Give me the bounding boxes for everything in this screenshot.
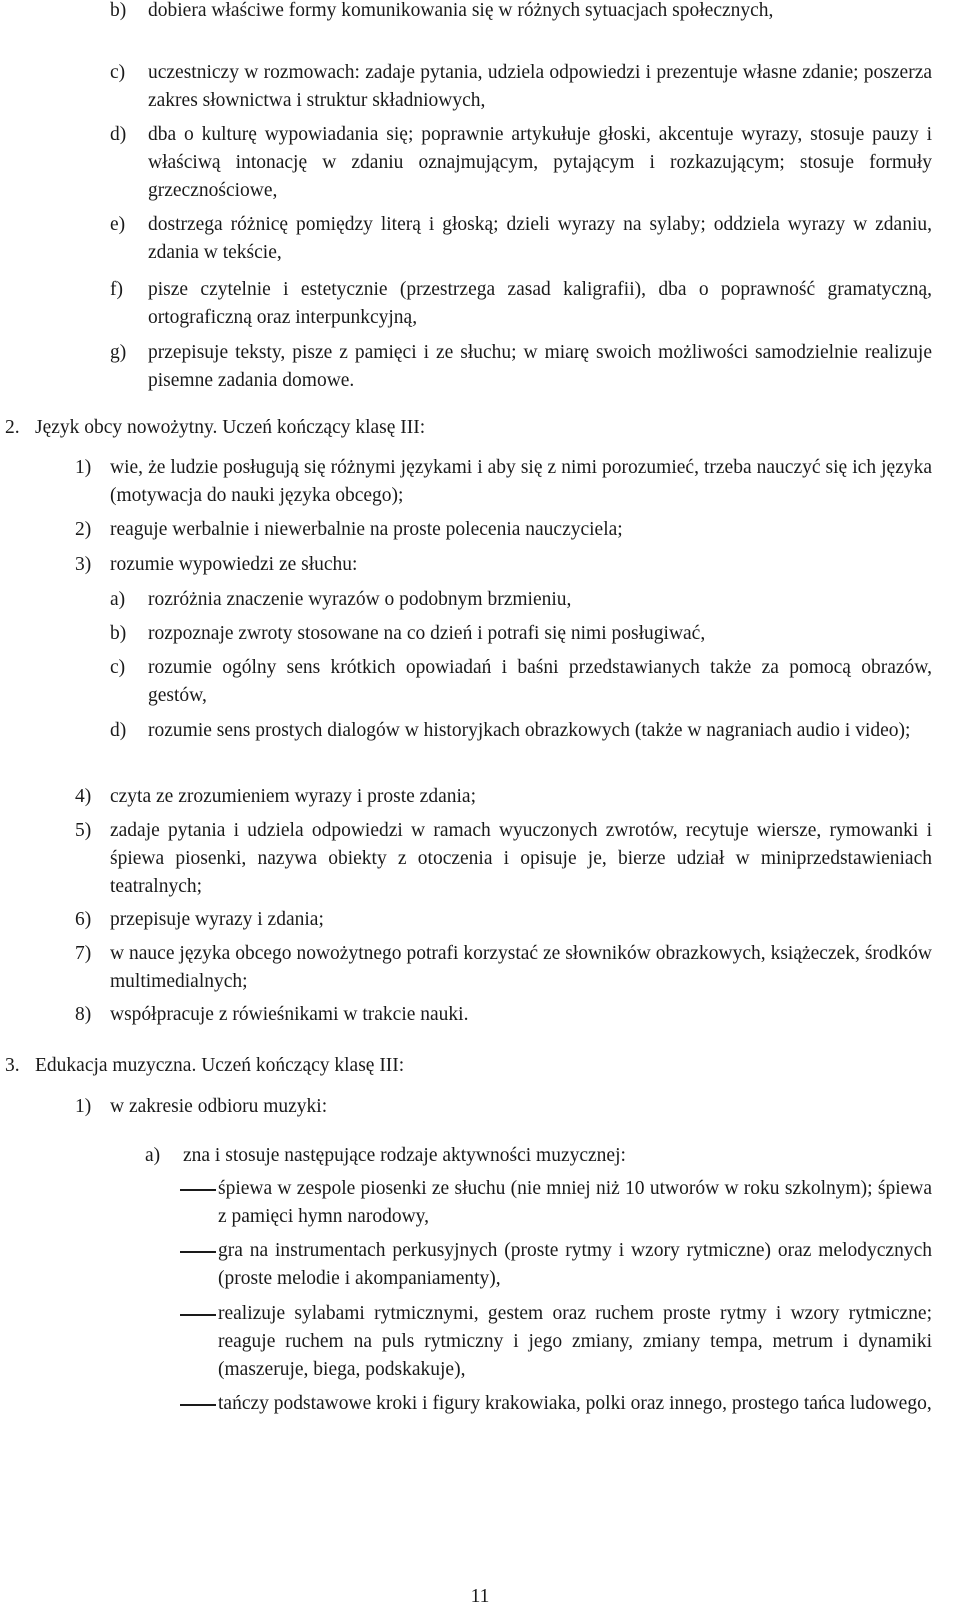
item-label: 6) bbox=[75, 909, 92, 930]
list-item bbox=[110, 121, 932, 205]
bullet-text: gra na instrumentach perkusyjnych (proste rytmy i wzory rytmiczne) oraz melodycznych (proste melodie i akompaniamenty), bbox=[218, 1240, 932, 1289]
item-text: reaguje werbalnie i niewerbalnie na proste polecenia nauczyciela; bbox=[110, 519, 623, 540]
dash-bullet bbox=[180, 1189, 216, 1191]
bullet-item bbox=[180, 1237, 932, 1293]
bullet-text: śpiewa w zespole piosenki ze słuchu (nie mniej niż 10 utworów w roku szkolnym); śpiewa z pamięci hymn narodowy, bbox=[218, 1178, 932, 1227]
section-number: 3. bbox=[5, 1055, 20, 1076]
bullet-text: tańczy podstawowe kroki i figury krakowiaka, polki oraz innego, prostego tańca ludowego, bbox=[218, 1393, 932, 1414]
dash-bullet bbox=[180, 1251, 216, 1253]
item-text: w nauce języka obcego nowożytnego potrafi korzystać ze słowników obrazkowych, książeczek, środków multimedialnych; bbox=[110, 943, 932, 992]
bullet-item bbox=[180, 1390, 932, 1418]
list-item bbox=[75, 1001, 932, 1029]
list-item bbox=[75, 454, 932, 510]
item-label: e) bbox=[110, 214, 126, 235]
list-item bbox=[75, 940, 932, 996]
dash-bullet bbox=[180, 1404, 216, 1406]
item-label: b) bbox=[110, 0, 127, 21]
item-text: uczestniczy w rozmowach: zadaje pytania, udziela odpowiedzi i prezentuje własne zdanie; poszerza zakres słownictwa i struktur składniowych, bbox=[148, 62, 932, 111]
item-text: zna i stosuje następujące rodzaje aktywności muzycznej: bbox=[183, 1145, 626, 1166]
section-title: Edukacja muzyczna. Uczeń kończący klasę III: bbox=[35, 1055, 405, 1076]
list-item bbox=[75, 783, 932, 811]
item-label: 8) bbox=[75, 1004, 92, 1025]
bullet-text: realizuje sylabami rytmicznymi, gestem oraz ruchem proste rytmy i wzory rytmiczne; reaguje ruchem na puls rytmiczny i jego zmiany, zmiany tempa, metrum i dynamiki (maszeruje, biega, podskakuje), bbox=[218, 1303, 932, 1380]
item-label: 2) bbox=[75, 519, 92, 540]
item-label: g) bbox=[110, 342, 127, 363]
list-item bbox=[75, 516, 932, 544]
sub-list-item bbox=[110, 586, 932, 614]
item-text: czyta ze zrozumieniem wyrazy i proste zdania; bbox=[110, 786, 476, 807]
item-label: 5) bbox=[75, 820, 92, 841]
page-number: 11 bbox=[470, 1586, 490, 1607]
item-text: rozumie sens prostych dialogów w historyjkach obrazkowych (także w nagraniach audio i video); bbox=[148, 720, 911, 741]
list-item bbox=[110, 211, 932, 267]
item-text: rozumie ogólny sens krótkich opowiadań i baśni przedstawianych także za pomocą obrazów, gestów, bbox=[148, 657, 932, 706]
item-label: f) bbox=[110, 279, 123, 300]
item-label: a) bbox=[110, 589, 126, 610]
item-text: w zakresie odbioru muzyki: bbox=[110, 1096, 328, 1117]
section-heading bbox=[5, 414, 905, 442]
dash-bullet bbox=[180, 1314, 216, 1316]
item-label: c) bbox=[110, 62, 126, 83]
item-text: rozpoznaje zwroty stosowane na co dzień i potrafi się nimi posługiwać, bbox=[148, 623, 706, 644]
item-text: rozróżnia znaczenie wyrazów o podobnym brzmieniu, bbox=[148, 589, 572, 610]
item-text: wie, że ludzie posługują się różnymi językami i aby się z nimi porozumieć, trzeba nauczyć się ich języka (motywacja do nauki języka obcego); bbox=[110, 457, 932, 506]
item-text: przepisuje wyrazy i zdania; bbox=[110, 909, 324, 930]
item-text: przepisuje teksty, pisze z pamięci i ze słuchu; w miarę swoich możliwości samodzielnie realizuje pisemne zadania domowe. bbox=[148, 342, 932, 391]
item-label: d) bbox=[110, 720, 127, 741]
list-item bbox=[75, 1093, 932, 1121]
bullet-item bbox=[180, 1300, 932, 1384]
sub-list-item bbox=[110, 717, 932, 745]
item-label: c) bbox=[110, 657, 126, 678]
item-text: rozumie wypowiedzi ze słuchu: bbox=[110, 554, 358, 575]
bullet-item bbox=[180, 1175, 932, 1231]
list-item bbox=[110, 276, 932, 332]
item-text: dobiera właściwe formy komunikowania się w różnych sytuacjach społecznych, bbox=[148, 0, 774, 21]
list-item bbox=[75, 551, 932, 579]
item-label: 1) bbox=[75, 457, 92, 478]
section-title: Język obcy nowożytny. Uczeń kończący klasę III: bbox=[35, 417, 426, 438]
list-item bbox=[110, 0, 932, 25]
item-text: zadaje pytania i udziela odpowiedzi w ramach wyuczonych zwrotów, recytuje wiersze, rymowanki i śpiewa piosenki, nazywa obiekty z otoczenia i opisuje je, bierze udział w miniprzedstawieniach teatralnych; bbox=[110, 820, 932, 897]
list-item bbox=[75, 817, 932, 901]
item-text: dostrzega różnicę pomiędzy literą i głoską; dzieli wyrazy na sylaby; oddziela wyrazy w zdaniu, zdania w tekście, bbox=[148, 214, 932, 263]
item-text: współpracuje z rówieśnikami w trakcie nauki. bbox=[110, 1004, 469, 1025]
sub-list-item bbox=[110, 654, 932, 710]
item-label: 1) bbox=[75, 1096, 92, 1117]
section-heading bbox=[5, 1052, 905, 1080]
item-label: a) bbox=[145, 1145, 161, 1166]
sub-list-item bbox=[110, 620, 932, 648]
item-label: b) bbox=[110, 623, 127, 644]
item-label: 4) bbox=[75, 786, 92, 807]
item-label: 7) bbox=[75, 943, 92, 964]
list-item bbox=[110, 339, 932, 395]
item-text: dba o kulturę wypowiadania się; poprawnie artykułuje głoski, akcentuje wyrazy, stosuje pauzy i właściwą intonację w zdaniu oznajmującym, pytającym i rozkazującym; stosuje formuły grzecznościowe, bbox=[148, 124, 932, 201]
section-number: 2. bbox=[5, 417, 20, 438]
item-label: d) bbox=[110, 124, 127, 145]
item-text: pisze czytelnie i estetycznie (przestrzega zasad kaligrafii), dba o poprawność gramatyczną, ortograficzną oraz interpunkcyjną, bbox=[148, 279, 932, 328]
sub-list-item bbox=[145, 1142, 932, 1170]
item-label: 3) bbox=[75, 554, 92, 575]
list-item bbox=[110, 59, 932, 115]
list-item bbox=[75, 906, 932, 934]
